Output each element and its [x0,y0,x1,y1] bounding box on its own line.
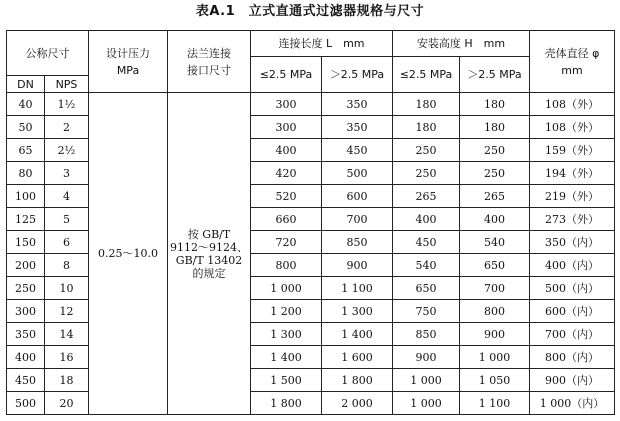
cell-d: 219（外） [530,185,615,208]
table-row [7,93,615,116]
cell-pressure-range: 0.25～10.0 [89,93,168,415]
cell-nps: 2 [45,116,89,139]
cell-h1: 540 [393,254,460,277]
cell-nps: 12 [45,300,89,323]
cell-l1: 1 300 [251,323,322,346]
header-design-pressure-label: 设计压力 [106,46,150,60]
cell-l1: 1 400 [251,346,322,369]
cell-d: 159（外） [530,139,615,162]
flange-standard-line: 9112～9124、 [170,240,248,254]
cell-l2: 1 100 [322,277,393,300]
cell-l1: 300 [251,116,322,139]
cell-l1: 420 [251,162,322,185]
cell-h2: 265 [460,185,530,208]
cell-h2: 800 [460,300,530,323]
cell-l2: 500 [322,162,393,185]
cell-nps: 10 [45,277,89,300]
cell-h2: 900 [460,323,530,346]
cell-h1: 180 [393,93,460,116]
cell-d: 108（外） [530,93,615,116]
cell-dn: 400 [7,346,45,369]
cell-d: 900（内） [530,369,615,392]
cell-l2: 900 [322,254,393,277]
cell-nps: 14 [45,323,89,346]
cell-h1: 250 [393,162,460,185]
cell-h1: 850 [393,323,460,346]
header-flange-line2: 接口尺寸 [187,63,231,77]
header-install-height: 安装高度 H mm [393,31,530,57]
flange-standard-line: 按 GB/T [187,227,231,241]
flange-standard-line: GB/T 13402 [175,253,243,267]
cell-l2: 700 [322,208,393,231]
header-nps: NPS [45,76,89,93]
cell-h2: 400 [460,208,530,231]
header-shell-diameter-unit: mm [561,63,583,77]
cell-flange-standard [168,93,251,415]
cell-h2: 180 [460,116,530,139]
cell-l2: 450 [322,139,393,162]
cell-h1: 650 [393,277,460,300]
cell-h1: 450 [393,231,460,254]
cell-h2: 650 [460,254,530,277]
cell-nps: 4 [45,185,89,208]
spec-table [6,30,615,415]
cell-dn: 80 [7,162,45,185]
cell-l1: 660 [251,208,322,231]
cell-l2: 1 400 [322,323,393,346]
cell-nps: 1½ [45,93,89,116]
cell-h2: 1 050 [460,369,530,392]
cell-l2: 1 800 [322,369,393,392]
cell-h2: 1 000 [460,346,530,369]
cell-l2: 1 300 [322,300,393,323]
cell-l1: 520 [251,185,322,208]
cell-l2: 600 [322,185,393,208]
header-connection-length: 连接长度 L mm [251,31,393,57]
cell-d: 108（外） [530,116,615,139]
cell-d: 600（内） [530,300,615,323]
cell-dn: 250 [7,277,45,300]
table-body [7,93,615,415]
cell-dn: 100 [7,185,45,208]
cell-l2: 1 600 [322,346,393,369]
cell-nps: 5 [45,208,89,231]
cell-l2: 350 [322,116,393,139]
cell-h2: 700 [460,277,530,300]
flange-standard-line: 的规定 [192,266,226,280]
cell-dn: 350 [7,323,45,346]
cell-l1: 400 [251,139,322,162]
cell-dn: 50 [7,116,45,139]
header-nominal-size: 公称尺寸 [7,31,89,76]
cell-d: 1 000（内） [530,392,615,415]
cell-l2: 350 [322,93,393,116]
cell-dn: 200 [7,254,45,277]
cell-d: 700（内） [530,323,615,346]
header-length-le: ≤2.5 MPa [251,57,322,93]
header-shell-diameter-label: 壳体直径 φ [544,46,600,60]
header-dn: DN [7,76,45,93]
cell-nps: 18 [45,369,89,392]
cell-d: 400（内） [530,254,615,277]
cell-d: 194（外） [530,162,615,185]
cell-l1: 1 200 [251,300,322,323]
cell-d: 500（内） [530,277,615,300]
cell-h2: 250 [460,162,530,185]
cell-dn: 450 [7,369,45,392]
cell-nps: 6 [45,231,89,254]
cell-l1: 1 000 [251,277,322,300]
cell-nps: 8 [45,254,89,277]
header-shell-diameter [530,31,615,93]
cell-nps: 16 [45,346,89,369]
cell-h1: 400 [393,208,460,231]
header-design-pressure [89,31,168,93]
cell-l2: 850 [322,231,393,254]
cell-d: 350（内） [530,231,615,254]
cell-h2: 250 [460,139,530,162]
cell-nps: 20 [45,392,89,415]
cell-l1: 300 [251,93,322,116]
cell-h1: 250 [393,139,460,162]
cell-dn: 500 [7,392,45,415]
cell-d: 800（内） [530,346,615,369]
cell-h2: 1 100 [460,392,530,415]
header-flange-line1: 法兰连接 [187,46,231,60]
cell-dn: 150 [7,231,45,254]
cell-dn: 65 [7,139,45,162]
cell-h2: 180 [460,93,530,116]
cell-h1: 900 [393,346,460,369]
header-design-pressure-unit: MPa [116,63,140,77]
cell-d: 273（外） [530,208,615,231]
cell-dn: 300 [7,300,45,323]
cell-nps: 3 [45,162,89,185]
cell-l1: 720 [251,231,322,254]
header-height-le: ≤2.5 MPa [393,57,460,93]
cell-l1: 1 500 [251,369,322,392]
cell-h2: 540 [460,231,530,254]
cell-nps: 2½ [45,139,89,162]
cell-l2: 2 000 [322,392,393,415]
cell-h1: 750 [393,300,460,323]
table-title: 表A.1 立式直通式过滤器规格与尺寸 [195,4,425,19]
cell-h1: 180 [393,116,460,139]
header-height-gt: ＞2.5 MPa [460,57,530,93]
cell-l1: 1 800 [251,392,322,415]
header-length-gt: ＞2.5 MPa [322,57,393,93]
cell-h1: 1 000 [393,369,460,392]
cell-dn: 40 [7,93,45,116]
cell-h1: 265 [393,185,460,208]
header-flange [168,31,251,93]
cell-h1: 1 000 [393,392,460,415]
cell-dn: 125 [7,208,45,231]
cell-l1: 800 [251,254,322,277]
